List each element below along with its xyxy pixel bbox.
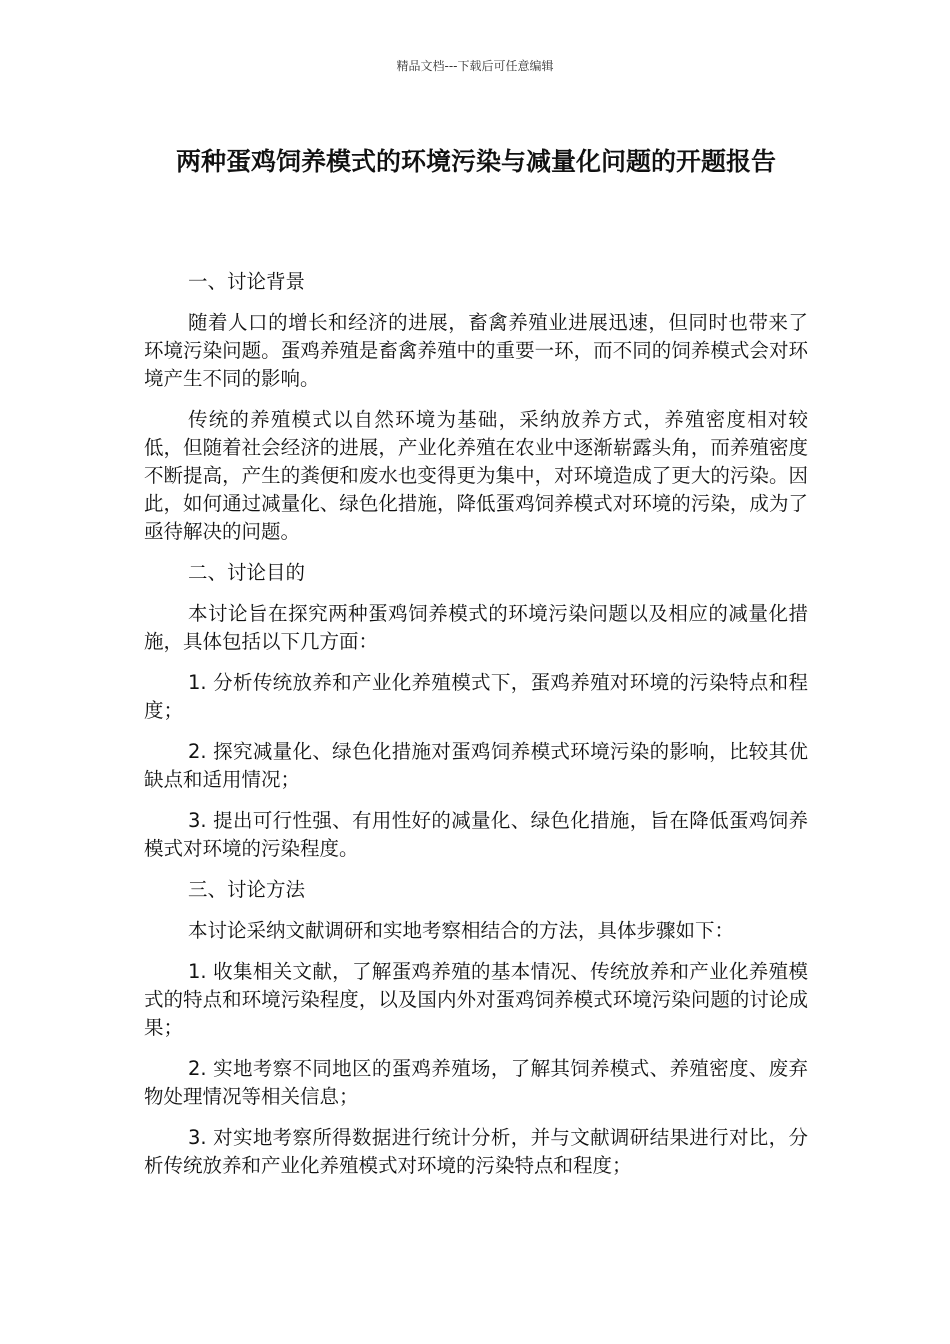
- section-heading: 三、讨论方法: [188, 878, 306, 901]
- list-item: 3. 提出可行性强、有用性好的减量化、绿色化措施，旨在降低蛋鸡饲养模式对环境的污染程度。: [144, 809, 808, 860]
- paragraph: 本讨论旨在探究两种蛋鸡饲养模式的环境污染问题以及相应的减量化措施，具体包括以下几方面：: [144, 602, 808, 653]
- list-item: 2. 实地考察不同地区的蛋鸡养殖场，了解其饲养模式、养殖密度、废弃物处理情况等相关信息；: [144, 1057, 808, 1108]
- document-title: 两种蛋鸡饲养模式的环境污染与减量化问题的开题报告: [175, 147, 776, 176]
- paragraph: 传统的养殖模式以自然环境为基础，采纳放养方式，养殖密度相对较低，但随着社会经济的进展，产业化养殖在农业中逐渐崭露头角，而养殖密度不断提高，产生的粪便和废水也变得更为集中，对环境造成了更大的污染。因此，如何通过减量化、绿色化措施，降低蛋鸡饲养模式对环境的污染，成为了亟待解决的问题。: [144, 408, 808, 543]
- section-background: [144, 268, 808, 546]
- section-heading: 二、讨论目的: [188, 561, 306, 584]
- section-purpose: [144, 559, 808, 863]
- paragraph: 随着人口的增长和经济的进展，畜禽养殖业进展迅速，但同时也带来了环境污染问题。蛋鸡养殖是畜禽养殖中的重要一环，而不同的饲养模式会对环境产生不同的影响。: [144, 311, 808, 390]
- list-item: 2. 探究减量化、绿色化措施对蛋鸡饲养模式环境污染的影响，比较其优缺点和适用情况；: [144, 740, 808, 791]
- list-item: 3. 对实地考察所得数据进行统计分析，并与文献调研结果进行对比，分析传统放养和产业化养殖模式对环境的污染特点和程度；: [144, 1126, 808, 1177]
- list-item: 1. 分析传统放养和产业化养殖模式下，蛋鸡养殖对环境的污染特点和程度；: [144, 671, 808, 722]
- list-item: 1. 收集相关文献，了解蛋鸡养殖的基本情况、传统放养和产业化养殖模式的特点和环境污染程度，以及国内外对蛋鸡饲养模式环境污染问题的讨论成果；: [144, 960, 808, 1039]
- header-note: 精品文档---下载后可任意编辑: [396, 59, 554, 73]
- document-body: [144, 268, 808, 1193]
- section-heading: 一、讨论背景: [188, 270, 306, 293]
- section-method: [144, 876, 808, 1180]
- paragraph: 本讨论采纳文献调研和实地考察相结合的方法，具体步骤如下：: [188, 919, 735, 942]
